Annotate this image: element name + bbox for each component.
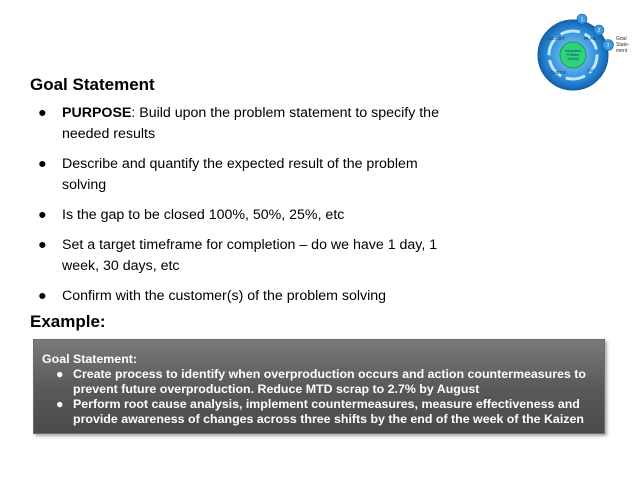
bullet-item bbox=[38, 235, 458, 277]
bullet-icon: ● bbox=[56, 397, 64, 411]
example-heading: Example: bbox=[30, 312, 106, 331]
label-check: CHECK bbox=[550, 70, 566, 75]
bullet-icon: ● bbox=[56, 367, 64, 381]
bullet-icon: ● bbox=[38, 288, 47, 304]
example-callout-box bbox=[33, 339, 605, 434]
bullet-text: Is the gap to be closed 100%, 50%, 25%, etc bbox=[62, 207, 345, 223]
bullet-item bbox=[38, 286, 458, 307]
label-plan: PLAN bbox=[584, 36, 596, 41]
callout-item-text: Perform root cause analysis, implement countermeasures, measure effectiveness and provide awareness of changes across three shifts by the end of the week of the Kaizen bbox=[73, 397, 584, 426]
bullet-icon: ● bbox=[38, 207, 47, 223]
bullet-icon: ● bbox=[38, 105, 47, 121]
goal-bullet-list bbox=[38, 103, 458, 316]
pdca-cycle-diagram bbox=[536, 12, 636, 98]
bullet-text: Confirm with the customer(s) of the problem solving bbox=[62, 288, 387, 304]
bullet-text: Set a target timeframe for completion – do we have 1 day, 1 week, 30 days, etc bbox=[62, 237, 438, 274]
bullet-item bbox=[38, 205, 458, 226]
callout-list bbox=[42, 367, 596, 427]
bullet-item bbox=[38, 154, 458, 196]
center-label-line-1: Integrated bbox=[565, 49, 581, 53]
step-number-2: 2 bbox=[597, 28, 601, 34]
bullet-icon: ● bbox=[38, 156, 47, 172]
callout-item bbox=[42, 397, 596, 427]
callout-item-text: Create process to identify when overproduction occurs and action countermeasures to prevent future overproduction. Reduce MTD scrap to 2.7% by August bbox=[73, 367, 586, 396]
goal-statement-heading: Goal Statement bbox=[30, 75, 155, 94]
label-do: DO bbox=[587, 68, 595, 73]
center-label-line-2: Problem bbox=[566, 53, 580, 57]
bullet-text: Describe and quantify the expected result of the problem solving bbox=[62, 156, 418, 193]
bullet-item bbox=[38, 103, 458, 145]
bullet-text: : Build upon the problem statement to specify the needed results bbox=[62, 105, 439, 142]
step-number-1: 1 bbox=[580, 17, 584, 23]
bullet-strong-text: PURPOSE bbox=[62, 105, 132, 121]
callout-title: Goal Statement: bbox=[42, 352, 138, 366]
side-label-line-3: ment bbox=[616, 48, 628, 54]
callout-item bbox=[42, 367, 596, 397]
side-label-line-1: Goal bbox=[616, 36, 627, 42]
center-label-line-3: Solving bbox=[567, 57, 579, 61]
side-label-line-2: State- bbox=[616, 42, 630, 48]
label-adjust: ADJUST bbox=[547, 36, 565, 41]
bullet-icon: ● bbox=[38, 237, 47, 253]
step-number-3: 3 bbox=[606, 43, 610, 49]
